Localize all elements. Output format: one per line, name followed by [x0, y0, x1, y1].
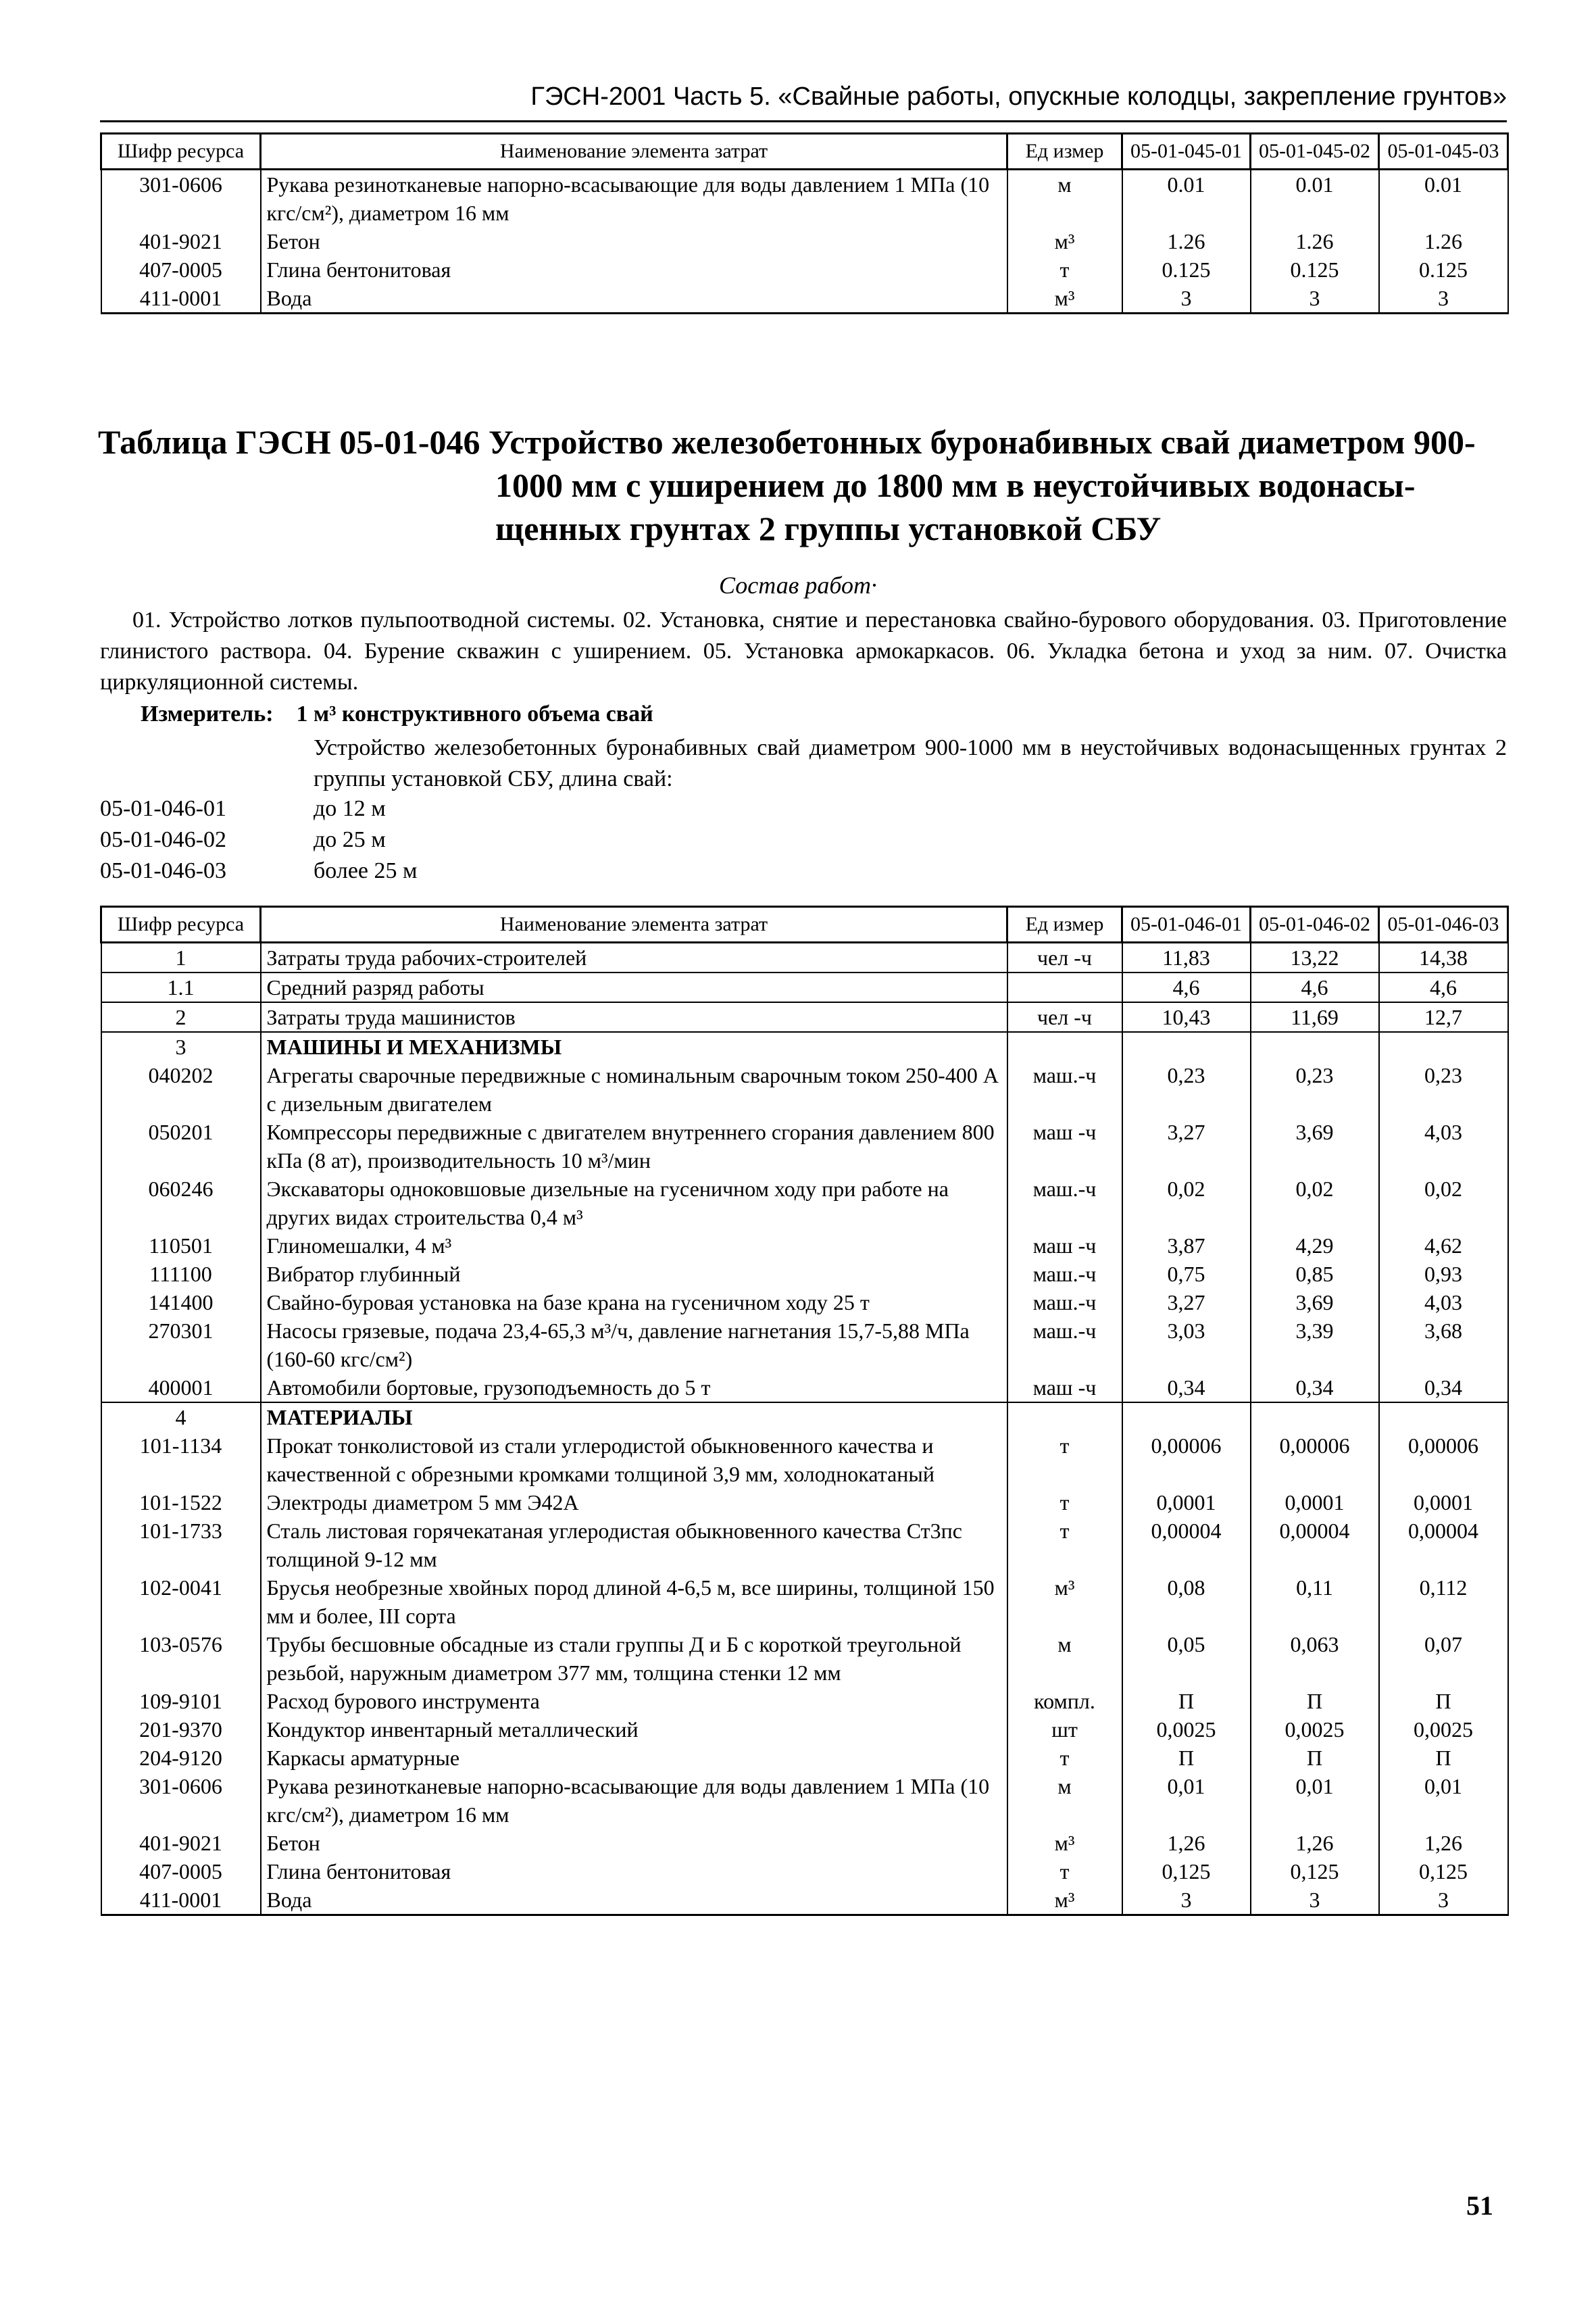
resource-value: 3 [1122, 1886, 1251, 1915]
resource-value: 10,43 [1122, 1002, 1251, 1032]
resource-value: 0,01 [1251, 1772, 1379, 1829]
resource-unit: т [1007, 1744, 1122, 1772]
resource-value: 3,68 [1379, 1316, 1508, 1373]
column-header-unit: Ед измер [1007, 907, 1122, 943]
resource-value: 4,6 [1379, 973, 1508, 1002]
resource-unit: маш.-ч [1007, 1316, 1122, 1373]
column-header-code: Шифр ресурса [101, 134, 261, 170]
column-header-norm: 05-01-046-03 [1379, 907, 1508, 943]
resource-value: 0,125 [1379, 1857, 1508, 1886]
resource-value: 1,26 [1379, 1829, 1508, 1857]
resource-name: Вода [261, 1886, 1007, 1915]
resource-name: Прокат тонколистовой из стали углеродистой обыкновенного качества и качественной с обрезными кромками толщиной 3,9 мм, холоднокатаный [261, 1431, 1007, 1488]
table-row [101, 1288, 1508, 1316]
resource-code: 101-1733 [101, 1517, 261, 1573]
resource-value: 4,03 [1379, 1118, 1508, 1175]
table-title [98, 420, 1510, 550]
resource-value: 13,22 [1251, 943, 1379, 973]
resource-value: 0,00006 [1122, 1431, 1251, 1488]
resource-value: 3,69 [1251, 1288, 1379, 1316]
table-row [101, 1061, 1508, 1118]
resource-value: 0,0025 [1122, 1715, 1251, 1744]
table-row [101, 1431, 1508, 1488]
resource-value: 0,34 [1122, 1373, 1251, 1402]
table-row [101, 1857, 1508, 1886]
resource-value: 0.01 [1251, 170, 1379, 228]
title-line-1: Таблица ГЭСН 05-01-046 Устройство железобетонных буронабивных свай диаметром 900- [98, 423, 1476, 461]
column-header-unit: Ед измер [1007, 134, 1122, 170]
resource-code: 060246 [101, 1175, 261, 1231]
resource-name: Бетон [261, 1829, 1007, 1857]
column-header-name: Наименование элемента затрат [261, 907, 1007, 943]
variant-list [100, 793, 418, 887]
resource-name: Брусья необрезные хвойных пород длиной 4-6,5 м, все ширины, толщиной 150 мм и более, III сорта [261, 1573, 1007, 1630]
resource-value: 3 [1251, 284, 1379, 314]
resource-name: Трубы бесшовные обсадные из стали группы Д и Б с короткой треугольной резьбой, наружным диаметром 377 мм, толщина стенки 12 мм [261, 1630, 1007, 1687]
resource-unit: м [1007, 170, 1122, 228]
table-row [101, 1373, 1508, 1402]
resource-value: П [1122, 1687, 1251, 1715]
resource-value: 0.01 [1122, 170, 1251, 228]
resource-value: 0,23 [1122, 1061, 1251, 1118]
resource-code: 270301 [101, 1316, 261, 1373]
resource-value: 4,6 [1251, 973, 1379, 1002]
resource-value: 0,75 [1122, 1260, 1251, 1288]
resource-code: 3 [101, 1032, 261, 1061]
resource-value: 1,26 [1251, 1829, 1379, 1857]
resource-value: 0,00004 [1122, 1517, 1251, 1573]
table-row [101, 1715, 1508, 1744]
table-row [101, 1402, 1508, 1431]
resource-value: 0,01 [1379, 1772, 1508, 1829]
resource-code: 204-9120 [101, 1744, 261, 1772]
resource-name: Каркасы арматурные [261, 1744, 1007, 1772]
variant-item [100, 824, 418, 856]
resource-value: 3 [1251, 1886, 1379, 1915]
table-row [101, 1488, 1508, 1517]
table-row [101, 170, 1508, 228]
resource-name: Рукава резинотканевые напорно-всасывающие для воды давлением 1 МПа (10 кгс/см²), диаметром 16 мм [261, 1772, 1007, 1829]
resource-name: Сталь листовая горячекатаная углеродистая обыкновенного качества Ст3пс толщиной 9-12 мм [261, 1517, 1007, 1573]
resource-name: Затраты труда рабочих-строителей [261, 943, 1007, 973]
table-row [101, 227, 1508, 255]
resource-code: 141400 [101, 1288, 261, 1316]
resource-code: 401-9021 [101, 227, 261, 255]
table-row [101, 255, 1508, 284]
table-row [101, 1517, 1508, 1573]
measure-value: 1 м³ конструктивного объема свай [296, 701, 653, 727]
table-row [101, 973, 1508, 1002]
resource-code: 301-0606 [101, 1772, 261, 1829]
table-row [101, 1630, 1508, 1687]
resource-value: 0,85 [1251, 1260, 1379, 1288]
resource-value: 3 [1379, 1886, 1508, 1915]
resource-name: МАШИНЫ И МЕХАНИЗМЫ [261, 1032, 1007, 1061]
resource-value: 0,08 [1122, 1573, 1251, 1630]
resource-unit: компл. [1007, 1687, 1122, 1715]
column-header-code: Шифр ресурса [101, 907, 261, 943]
resource-value: 4,29 [1251, 1231, 1379, 1260]
resource-value: 0.125 [1379, 255, 1508, 284]
resource-name: Кондуктор инвентарный металлический [261, 1715, 1007, 1744]
resource-name: Средний разряд работы [261, 973, 1007, 1002]
works-heading: Состав работ· [719, 572, 877, 599]
resource-value: 3,27 [1122, 1118, 1251, 1175]
variant-item [100, 856, 418, 887]
resource-unit: маш.-ч [1007, 1288, 1122, 1316]
running-header: ГЭСН-2001 Часть 5. «Свайные работы, опускные колодцы, закрепление грунтов» [530, 82, 1507, 111]
resource-value: 0,00006 [1379, 1431, 1508, 1488]
resource-code: 401-9021 [101, 1829, 261, 1857]
resource-value: 0,34 [1251, 1373, 1379, 1402]
resource-unit: м [1007, 1772, 1122, 1829]
resource-unit: чел -ч [1007, 943, 1122, 973]
table-row [101, 1886, 1508, 1915]
resource-unit: м³ [1007, 284, 1122, 314]
header-row [101, 907, 1508, 943]
title-line-2: 1000 мм с уширением до 1800 мм в неустойчивых водонасы- [495, 466, 1416, 504]
header-row [101, 134, 1508, 170]
table-row [101, 1002, 1508, 1032]
resource-name: Рукава резинотканевые напорно-всасывающие для воды давлением 1 МПа (10 кгс/см²), диаметром 16 мм [261, 170, 1007, 228]
resource-value: 0,01 [1122, 1772, 1251, 1829]
table-row [101, 1231, 1508, 1260]
resource-value: 3 [1379, 284, 1508, 314]
resource-value: 3,27 [1122, 1288, 1251, 1316]
column-header-norm: 05-01-045-02 [1251, 134, 1379, 170]
table-row [101, 1118, 1508, 1175]
resource-value: 0,07 [1379, 1630, 1508, 1687]
resource-value: 12,7 [1379, 1002, 1508, 1032]
resource-name: Глина бентонитовая [261, 1857, 1007, 1886]
resource-value: 1.26 [1251, 227, 1379, 255]
resource-value: 0,0001 [1122, 1488, 1251, 1517]
column-header-norm: 05-01-046-02 [1251, 907, 1379, 943]
resource-value: 1.26 [1379, 227, 1508, 255]
resource-value: П [1251, 1687, 1379, 1715]
resource-name: Компрессоры передвижные с двигателем внутреннего сгорания давлением 800 кПа (8 ат), производительность 10 м³/мин [261, 1118, 1007, 1175]
resource-code: 040202 [101, 1061, 261, 1118]
works-list: 01. Устройство лотков пульпоотводной системы. 02. Установка, снятие и перестановка свайно-бурового оборудования. 03. Приготовление глинистого раствора. 04. Бурение скважин с уширением. 05. Установка армокаркасов. 06. Укладка бетона и уход за ним. 07. Очистка циркуляционной системы. [100, 608, 1507, 695]
resources-table-045 [100, 132, 1509, 314]
resource-code: 101-1522 [101, 1488, 261, 1517]
resource-code: 4 [101, 1402, 261, 1431]
resource-unit: т [1007, 255, 1122, 284]
resource-code: 103-0576 [101, 1630, 261, 1687]
resource-unit: м³ [1007, 1886, 1122, 1915]
resource-code: 1 [101, 943, 261, 973]
variant-code: 05-01-046-02 [100, 827, 226, 852]
resource-code: 101-1134 [101, 1431, 261, 1488]
resource-code: 411-0001 [101, 284, 261, 314]
table-description: Устройство железобетонных буронабивных свай диаметром 900-1000 мм в неустойчивых водонасыщенных грунтах 2 группы установкой СБУ, длина свай: [314, 735, 1507, 791]
table-row [101, 1260, 1508, 1288]
resource-value: 0,23 [1251, 1061, 1379, 1118]
resource-value [1251, 1032, 1379, 1061]
resource-value [1379, 1032, 1508, 1061]
resource-unit: маш -ч [1007, 1231, 1122, 1260]
resource-value: 3,69 [1251, 1118, 1379, 1175]
resource-unit: маш.-ч [1007, 1260, 1122, 1288]
resource-code: 1.1 [101, 973, 261, 1002]
resource-value: 0,0001 [1379, 1488, 1508, 1517]
variant-label: до 12 м [314, 796, 386, 821]
table-row [101, 1032, 1508, 1061]
resource-value: 0,02 [1251, 1175, 1379, 1231]
resource-unit: чел -ч [1007, 1002, 1122, 1032]
table-row [101, 1573, 1508, 1630]
variant-label: более 25 м [314, 858, 418, 883]
resource-name: МАТЕРИАЛЫ [261, 1402, 1007, 1431]
resource-value: П [1379, 1744, 1508, 1772]
resource-value: 3 [1122, 284, 1251, 314]
resource-code: 411-0001 [101, 1886, 261, 1915]
resource-value: 4,6 [1122, 973, 1251, 1002]
resource-value: 0,00004 [1251, 1517, 1379, 1573]
resource-unit: т [1007, 1857, 1122, 1886]
resource-value: 0,23 [1379, 1061, 1508, 1118]
resource-value: 4,03 [1379, 1288, 1508, 1316]
resource-value: 1,26 [1122, 1829, 1251, 1857]
resource-code: 407-0005 [101, 255, 261, 284]
resource-name: Экскаваторы одноковшовые дизельные на гусеничном ходу при работе на других видах строительства 0,4 м³ [261, 1175, 1007, 1231]
resource-name: Расход бурового инструмента [261, 1687, 1007, 1715]
resource-unit: т [1007, 1517, 1122, 1573]
resource-value: П [1379, 1687, 1508, 1715]
resource-value: П [1122, 1744, 1251, 1772]
resource-value: 0,93 [1379, 1260, 1508, 1288]
column-header-norm: 05-01-046-01 [1122, 907, 1251, 943]
resource-code: 407-0005 [101, 1857, 261, 1886]
resource-value: 0.125 [1251, 255, 1379, 284]
resource-value: 0,063 [1251, 1630, 1379, 1687]
resource-value: 14,38 [1379, 943, 1508, 973]
resource-value: 0,00006 [1251, 1431, 1379, 1488]
resource-name: Электроды диаметром 5 мм Э42А [261, 1488, 1007, 1517]
resource-value: 0,0025 [1251, 1715, 1379, 1744]
table-row [101, 284, 1508, 314]
resource-value: 0,00004 [1379, 1517, 1508, 1573]
resource-unit [1007, 1402, 1122, 1431]
resource-value: 0,0001 [1251, 1488, 1379, 1517]
resource-code: 301-0606 [101, 170, 261, 228]
variant-code: 05-01-046-01 [100, 796, 226, 821]
resource-code: 109-9101 [101, 1687, 261, 1715]
resource-value: 0,125 [1122, 1857, 1251, 1886]
resource-value: 0,34 [1379, 1373, 1508, 1402]
resource-value: 11,69 [1251, 1002, 1379, 1032]
resource-unit [1007, 973, 1122, 1002]
variant-item [100, 793, 418, 824]
resource-value: 0.01 [1379, 170, 1508, 228]
column-header-norm: 05-01-045-01 [1122, 134, 1251, 170]
resource-value: 3,03 [1122, 1316, 1251, 1373]
resource-unit: т [1007, 1431, 1122, 1488]
measure-unit [141, 701, 653, 727]
resource-name: Глина бентонитовая [261, 255, 1007, 284]
resource-code: 400001 [101, 1373, 261, 1402]
resource-value: 3,39 [1251, 1316, 1379, 1373]
resource-unit: т [1007, 1488, 1122, 1517]
resource-code: 2 [101, 1002, 261, 1032]
title-line-3: щенных грунтах 2 группы установкой СБУ [495, 510, 1162, 547]
resource-code: 111100 [101, 1260, 261, 1288]
column-header-norm: 05-01-045-03 [1379, 134, 1508, 170]
page-number: 51 [1466, 2190, 1493, 2221]
table-row [101, 1772, 1508, 1829]
table-row [101, 1316, 1508, 1373]
resource-value: 0,0025 [1379, 1715, 1508, 1744]
resource-unit [1007, 1032, 1122, 1061]
resource-value: П [1251, 1744, 1379, 1772]
table-row [101, 1687, 1508, 1715]
resource-name: Глиномешалки, 4 м³ [261, 1231, 1007, 1260]
variant-label: до 25 м [314, 827, 386, 852]
resource-code: 201-9370 [101, 1715, 261, 1744]
resource-name: Затраты труда машинистов [261, 1002, 1007, 1032]
resource-unit: маш -ч [1007, 1373, 1122, 1402]
header-rule [100, 120, 1507, 122]
resource-value: 0,11 [1251, 1573, 1379, 1630]
resource-name: Свайно-буровая установка на базе крана на гусеничном ходу 25 т [261, 1288, 1007, 1316]
resource-unit: м³ [1007, 227, 1122, 255]
resource-code: 110501 [101, 1231, 261, 1260]
resource-value: 0.125 [1122, 255, 1251, 284]
resource-value: 1.26 [1122, 227, 1251, 255]
resource-name: Автомобили бортовые, грузоподъемность до 5 т [261, 1373, 1007, 1402]
resource-unit: маш -ч [1007, 1118, 1122, 1175]
resource-unit: маш.-ч [1007, 1061, 1122, 1118]
resource-value: 0,112 [1379, 1573, 1508, 1630]
resource-code: 050201 [101, 1118, 261, 1175]
column-header-name: Наименование элемента затрат [261, 134, 1007, 170]
table-row [101, 1829, 1508, 1857]
table-row [101, 1175, 1508, 1231]
table-row [101, 943, 1508, 973]
resource-unit: м³ [1007, 1829, 1122, 1857]
resource-value [1379, 1402, 1508, 1431]
resource-name: Агрегаты сварочные передвижные с номинальным сварочным током 250-400 А с дизельным двигателем [261, 1061, 1007, 1118]
table-row [101, 1744, 1508, 1772]
resource-value: 4,62 [1379, 1231, 1508, 1260]
resources-table-046 [100, 906, 1509, 1916]
resource-name: Бетон [261, 227, 1007, 255]
resource-value: 0,02 [1379, 1175, 1508, 1231]
resource-value: 0,125 [1251, 1857, 1379, 1886]
resource-name: Насосы грязевые, подача 23,4-65,3 м³/ч, давление нагнетания 15,7-5,88 МПа (160-60 кгс/см²) [261, 1316, 1007, 1373]
resource-value [1251, 1402, 1379, 1431]
resource-unit: м³ [1007, 1573, 1122, 1630]
resource-value: 0,02 [1122, 1175, 1251, 1231]
resource-value [1122, 1402, 1251, 1431]
resource-unit: шт [1007, 1715, 1122, 1744]
resource-name: Вибратор глубинный [261, 1260, 1007, 1288]
variant-code: 05-01-046-03 [100, 858, 226, 883]
resource-code: 102-0041 [101, 1573, 261, 1630]
resource-value: 3,87 [1122, 1231, 1251, 1260]
resource-name: Вода [261, 284, 1007, 314]
resource-value [1122, 1032, 1251, 1061]
resource-unit: м [1007, 1630, 1122, 1687]
resource-value: 11,83 [1122, 943, 1251, 973]
resource-value: 0,05 [1122, 1630, 1251, 1687]
measure-label: Измеритель: [141, 701, 274, 727]
resource-unit: маш.-ч [1007, 1175, 1122, 1231]
